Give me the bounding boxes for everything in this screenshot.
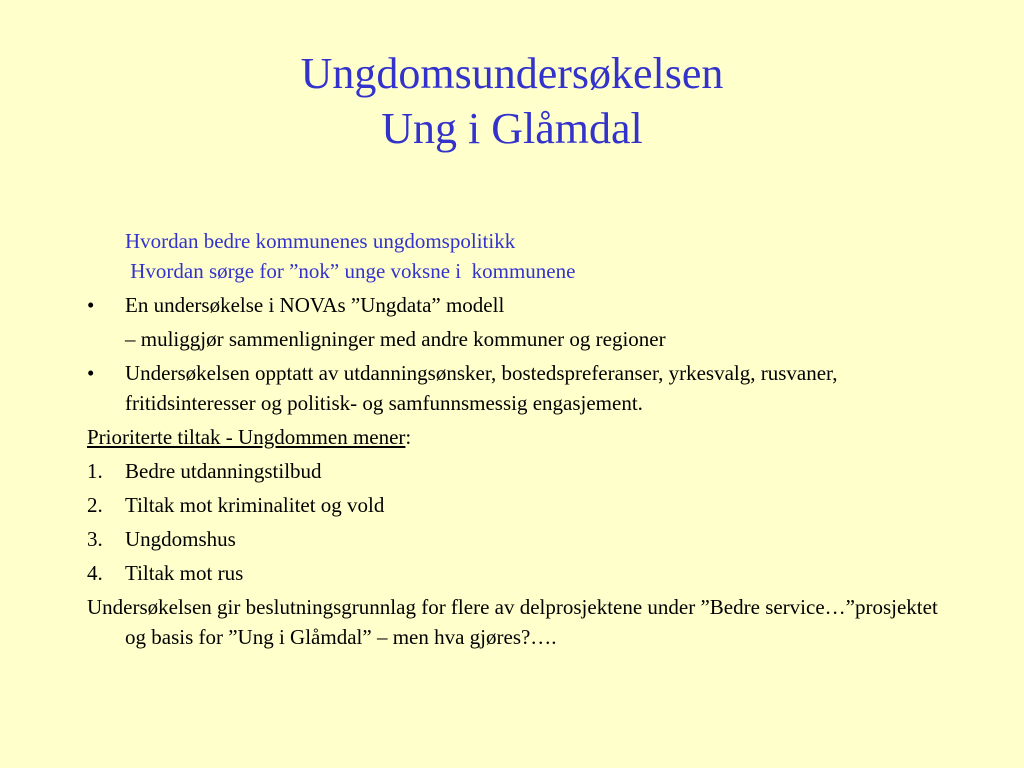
- priorities-heading: [87, 422, 947, 452]
- conclusion-text: Undersøkelsen gir beslutningsgrunnlag for flere av delprosjektene under ”Bedre service…”prosjektet og basis for ”Ung i Glåmdal” – men hva gjøres?….: [87, 595, 938, 649]
- bullet-text: Undersøkelsen opptatt av utdanningsønsker, bostedspreferanser, yrkesvalg, rusvaner, fritidsinteresser og politisk- og samfunnsmessig engasjement.: [125, 361, 838, 415]
- priorities-heading-text: Prioriterte tiltak - Ungdommen mener: [87, 425, 406, 449]
- priority-number: 3.: [87, 527, 103, 551]
- priority-text: Tiltak mot kriminalitet og vold: [125, 493, 385, 517]
- priority-text: Bedre utdanningstilbud: [125, 459, 322, 483]
- bullet-subline: – muliggjør sammenligninger med andre kommuner og regioner: [125, 327, 666, 351]
- priority-text: Tiltak mot rus: [125, 561, 244, 585]
- priority-number: 2.: [87, 493, 103, 517]
- bullet-item: [87, 290, 947, 320]
- priority-item: [87, 456, 947, 486]
- priority-item: [87, 524, 947, 554]
- intro-line-1: Hvordan bedre kommunenes ungdomspolitikk: [125, 229, 516, 253]
- slide-title: [0, 46, 1024, 156]
- title-line-1: Ungdomsundersøkelsen: [300, 49, 724, 98]
- priority-number: 1.: [87, 459, 103, 483]
- intro-line-2: Hvordan sørge for ”nok” unge voksne i kommunene: [125, 259, 576, 283]
- title-line-2: Ung i Glåmdal: [381, 104, 643, 153]
- bullet-marker: •: [87, 293, 95, 317]
- priority-text: Ungdomshus: [125, 527, 236, 551]
- bullet-text: En undersøkelse i NOVAs ”Ungdata” modell: [125, 293, 505, 317]
- priority-number: 4.: [87, 561, 103, 585]
- priorities-heading-colon: :: [405, 425, 412, 449]
- priority-item: [87, 490, 947, 520]
- bullet-marker: •: [87, 361, 95, 385]
- slide-body: [87, 226, 947, 652]
- bullet-item: [87, 358, 947, 418]
- priority-item: [87, 558, 947, 588]
